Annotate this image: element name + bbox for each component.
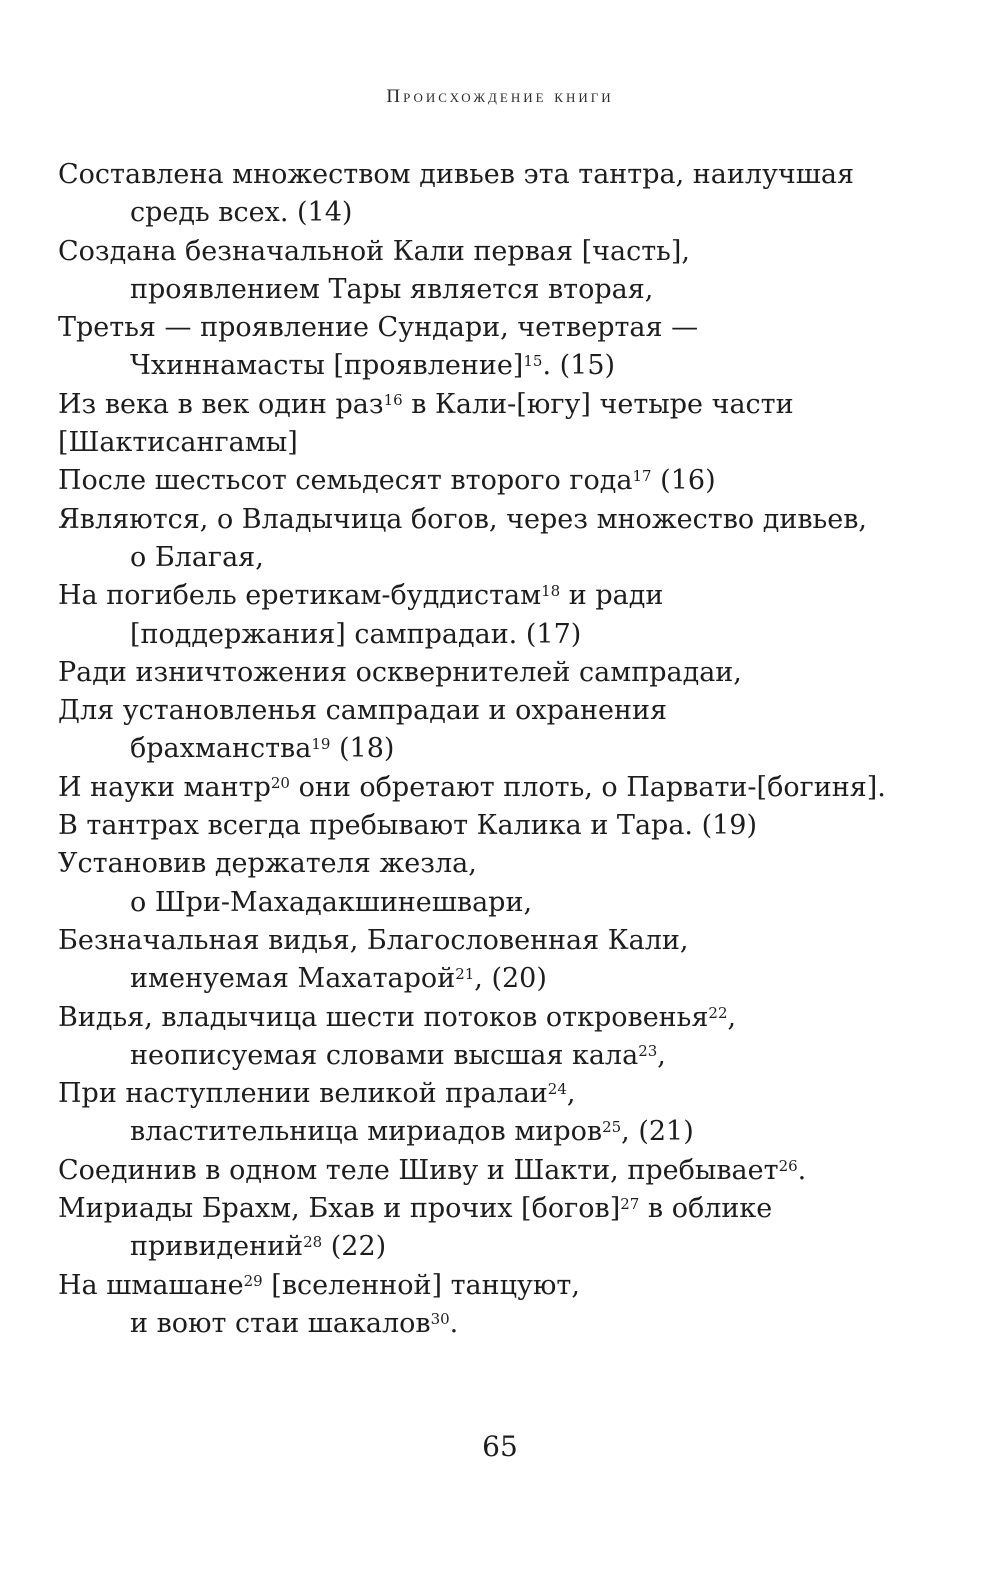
footnote-marker: 15: [523, 352, 543, 371]
footnote-marker: 18: [541, 582, 561, 601]
footnote-marker: 26: [778, 1156, 798, 1175]
footnote-marker: 20: [270, 773, 290, 792]
footnote-marker: 21: [455, 964, 475, 983]
poem-line: Безначальная видья, Благословенная Кали,: [58, 924, 689, 956]
poem-line: На погибель еретикам-буддистам$^{18}$ и ради: [58, 580, 664, 612]
poem-line: Третья — проявление Сундари, четвертая —: [58, 312, 699, 344]
poem-line: привидений$^{28}$ (22): [130, 1231, 387, 1263]
poem-line: [поддержания] сампрадаи. (17): [130, 618, 582, 650]
poem-line: проявлением Тары является вторая,: [130, 273, 654, 305]
poem-line: о Шри-Махадакшинешвари,: [130, 886, 533, 918]
poem-line: На шмашане$^{29}$ [вселенной] танцуют,: [58, 1269, 580, 1301]
poem-line: Являются, о Владычица богов, через множество дивьев,: [58, 503, 868, 535]
footnote-marker: 16: [383, 390, 403, 409]
footnote-marker: 19: [311, 735, 331, 754]
poem-line: Мириады Брахм, Бхав и прочих [богов]$^{27}$ в облике: [58, 1193, 773, 1225]
poem-line: Создана безначальной Кали первая [часть],: [58, 235, 690, 267]
poem-line: Из века в век один раз$^{16}$ в Кали-[югу] четыре части: [58, 388, 794, 420]
poem-line: о Благая,: [130, 541, 264, 573]
poem-line: Соединив в одном теле Шиву и Шакти, пребывает$^{26}$.: [58, 1154, 807, 1186]
poem-line: Чхиннамасты [проявление]$^{15}$. (15): [130, 350, 616, 382]
footnote-marker: 29: [243, 1271, 263, 1290]
footnote-marker: 22: [708, 1003, 728, 1022]
poem-line: И науки мантр$^{20}$ они обретают плоть, о Парвати-[богиня].: [58, 771, 886, 803]
running-head: [0, 86, 1000, 108]
footnote-marker: 27: [620, 1194, 640, 1213]
footnote-marker: 17: [632, 467, 652, 486]
poem-line: именуемая Махатарой$^{21}$, (20): [130, 963, 547, 995]
poem-line: Видья, владычица шести потоков откровенья$^{22}$,: [58, 1001, 737, 1033]
page-number: 65: [482, 1430, 518, 1463]
poem-line: Для установленья сампрадаи и охранения: [58, 695, 667, 727]
poem-line: В тантрах всегда пребывают Калика и Тара. (19): [58, 810, 758, 842]
running-head-text: Происхождение книги: [386, 86, 614, 107]
poem-text: [58, 156, 958, 1343]
poem-line: Установив держателя жезла,: [58, 848, 477, 880]
footnote-marker: 30: [430, 1309, 450, 1328]
poem-line: неописуемая словами высшая кала$^{23}$,: [130, 1039, 666, 1071]
footnote-marker: 23: [638, 1041, 658, 1060]
poem-line: средь всех. (14): [130, 197, 353, 229]
poem-line: Ради изничтожения осквернителей сампрадаи,: [58, 656, 742, 688]
poem-line: Составлена множеством дивьев эта тантра, наилучшая: [58, 159, 854, 190]
poem-line: После шестьсот семьдесят второго года$^{17}$ (16): [58, 465, 716, 497]
footnote-marker: 28: [303, 1233, 323, 1252]
poem-line: [Шактисангамы]: [58, 427, 298, 459]
poem-line: брахманства$^{19}$ (18): [130, 733, 395, 765]
poem-line: властительница мириадов миров$^{25}$, (21): [130, 1116, 694, 1148]
footnote-marker: 24: [547, 1079, 567, 1098]
footnote-marker: 25: [602, 1118, 622, 1137]
poem-line: При наступлении великой пралаи$^{24}$,: [58, 1078, 576, 1110]
poem-line: и воют стаи шакалов$^{30}$.: [130, 1307, 459, 1339]
